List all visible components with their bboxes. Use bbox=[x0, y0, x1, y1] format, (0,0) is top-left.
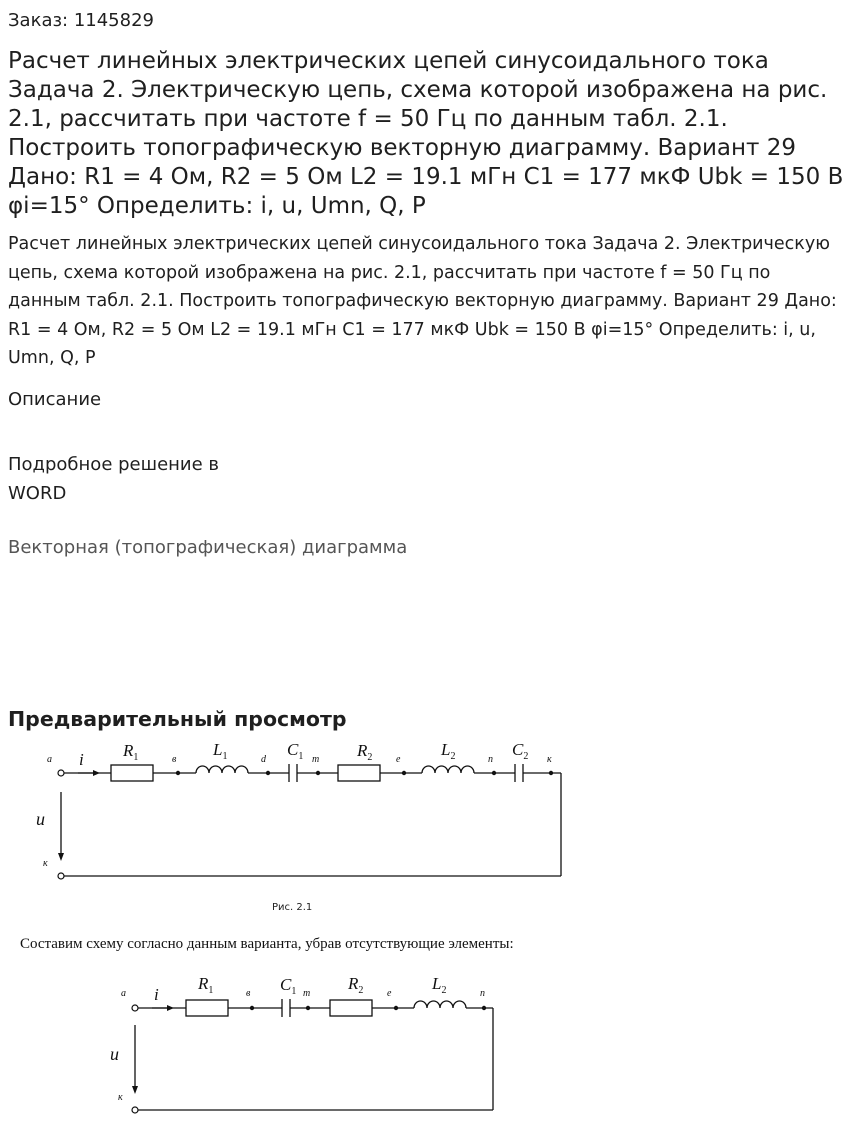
label-l2: $L_2$ bbox=[441, 740, 456, 762]
node-n: n bbox=[488, 754, 493, 765]
node-d: d bbox=[261, 754, 266, 765]
node-k-top: к bbox=[547, 754, 552, 765]
node-b: в bbox=[172, 754, 177, 765]
label-l2: $L_2$ bbox=[432, 974, 447, 996]
label-r1: $R_1$ bbox=[198, 974, 214, 996]
page-title: Расчет линейных электрических цепей синусоидального тока Задача 2. Электрическую цепь, схема которой изображена на рис. 2.1, рассчитать при частоте f = 50 Гц по данным табл. 2.1. Построить топографическую векторную диаграмму. Вариант 29 Дано: R1 = 4 Ом, R2 = 5 Ом L2 = 19.1 мГн C1 = 177 мкФ Ubk = 150 В φi=15° Определить: i, u, Umn, Q, P bbox=[8, 48, 844, 219]
label-r1: $R_1$ bbox=[123, 741, 139, 763]
node-a: a bbox=[47, 754, 52, 765]
node-k-bottom: к bbox=[43, 858, 48, 869]
label-r2: $R_2$ bbox=[348, 974, 364, 996]
circuit-figure-2-1 bbox=[0, 735, 847, 920]
description-paragraph: Расчет линейных электрических цепей синусоидального тока Задача 2. Электрическую цепь, схема которой изображена на рис. 2.1, рассчитать при частоте f = 50 Гц по данным табл. 2.1. Построить топографическую векторную диаграмму. Вариант 29 Дано: R1 = 4 Ом, R2 = 5 Ом L2 = 19.1 мГн C1 = 177 мкФ Ubk = 150 В φi=15° Определить: i, u, Umn, Q, P bbox=[8, 234, 837, 369]
solution-format bbox=[8, 450, 219, 508]
label-current-i: i bbox=[154, 985, 159, 1004]
label-c1: $C_1$ bbox=[287, 740, 304, 762]
label-c2: $C_2$ bbox=[512, 740, 529, 762]
label-r2: $R_2$ bbox=[357, 741, 373, 763]
label-l1: $L_1$ bbox=[213, 740, 228, 762]
node-m: m bbox=[312, 754, 320, 765]
solution-line-1: Подробное решение в bbox=[8, 454, 220, 475]
label-voltage-u: u bbox=[110, 1044, 119, 1064]
node-e: e bbox=[396, 754, 401, 765]
vector-diagram-link[interactable]: Векторная (топографическая) диаграмма bbox=[8, 537, 408, 558]
label-c1: $C_1$ bbox=[280, 975, 297, 997]
solution-line-2: WORD bbox=[8, 483, 67, 504]
node-k: к bbox=[118, 1092, 123, 1103]
node-n: n bbox=[480, 988, 485, 999]
scheme-note: Составим схему согласно данным варианта, убрав отсутствующие элементы: bbox=[20, 936, 514, 952]
label-current-i: i bbox=[79, 750, 84, 769]
order-number: Заказ: 1145829 bbox=[8, 10, 154, 31]
description-label: Описание bbox=[8, 389, 102, 410]
circuit-simplified bbox=[0, 965, 847, 1130]
node-e: e bbox=[387, 988, 392, 999]
node-a: a bbox=[121, 988, 126, 999]
figure-caption: Рис. 2.1 bbox=[272, 902, 313, 913]
label-voltage-u: u bbox=[36, 809, 45, 829]
node-m: m bbox=[303, 988, 311, 999]
node-b: в bbox=[246, 988, 251, 999]
preview-heading: Предварительный просмотр bbox=[8, 707, 347, 731]
